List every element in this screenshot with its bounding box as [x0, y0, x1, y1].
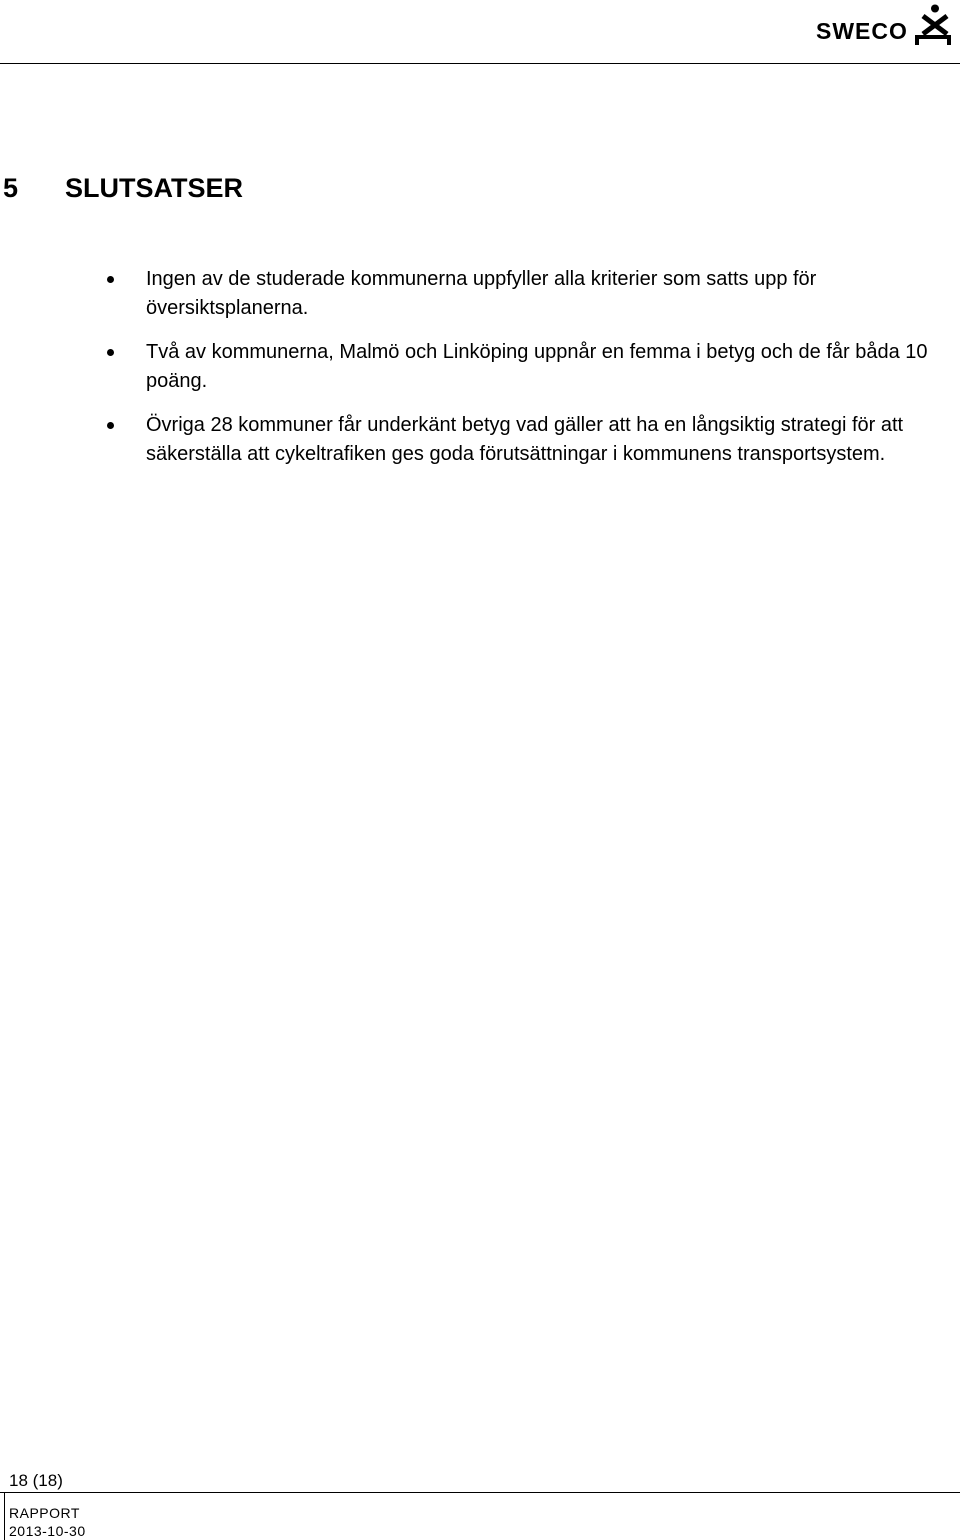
page-number: 18 (18) [9, 1471, 63, 1490]
list-item-text: Ingen av de studerade kommunerna uppfyller alla kriterier som satts upp för översiktsplanerna. [146, 268, 817, 319]
list-item-text: Övriga 28 kommuner får underkänt betyg vad gäller att ha en långsiktig strategi för att säkerställa att cykeltrafiken ges goda förutsättningar i kommunens transportsystem. [146, 414, 904, 465]
list-item [0, 411, 960, 469]
section-heading [3, 172, 243, 204]
bullet-icon [107, 349, 114, 356]
sweco-logo-icon [914, 4, 952, 46]
document-date: 2013-10-30 [9, 1523, 86, 1539]
list-item-text: Två av kommunerna, Malmö och Linköping uppnår en femma i betyg och de får båda 10 poäng. [146, 341, 928, 392]
list-item [0, 265, 960, 323]
footer-divider [0, 1492, 960, 1493]
header-divider [0, 63, 960, 64]
section-number: 5 [3, 173, 19, 203]
bullet-icon [107, 422, 114, 429]
conclusion-list [0, 265, 960, 484]
section-title: SLUTSATSER [65, 173, 244, 203]
page-header [0, 0, 960, 64]
bullet-icon [107, 276, 114, 283]
footer-vertical-divider [4, 1492, 5, 1540]
page-footer [0, 1470, 960, 1540]
sweco-logo [816, 4, 956, 48]
logo-text: SWECO [816, 18, 908, 44]
document-type: RAPPORT [9, 1505, 80, 1521]
list-item [0, 338, 960, 396]
